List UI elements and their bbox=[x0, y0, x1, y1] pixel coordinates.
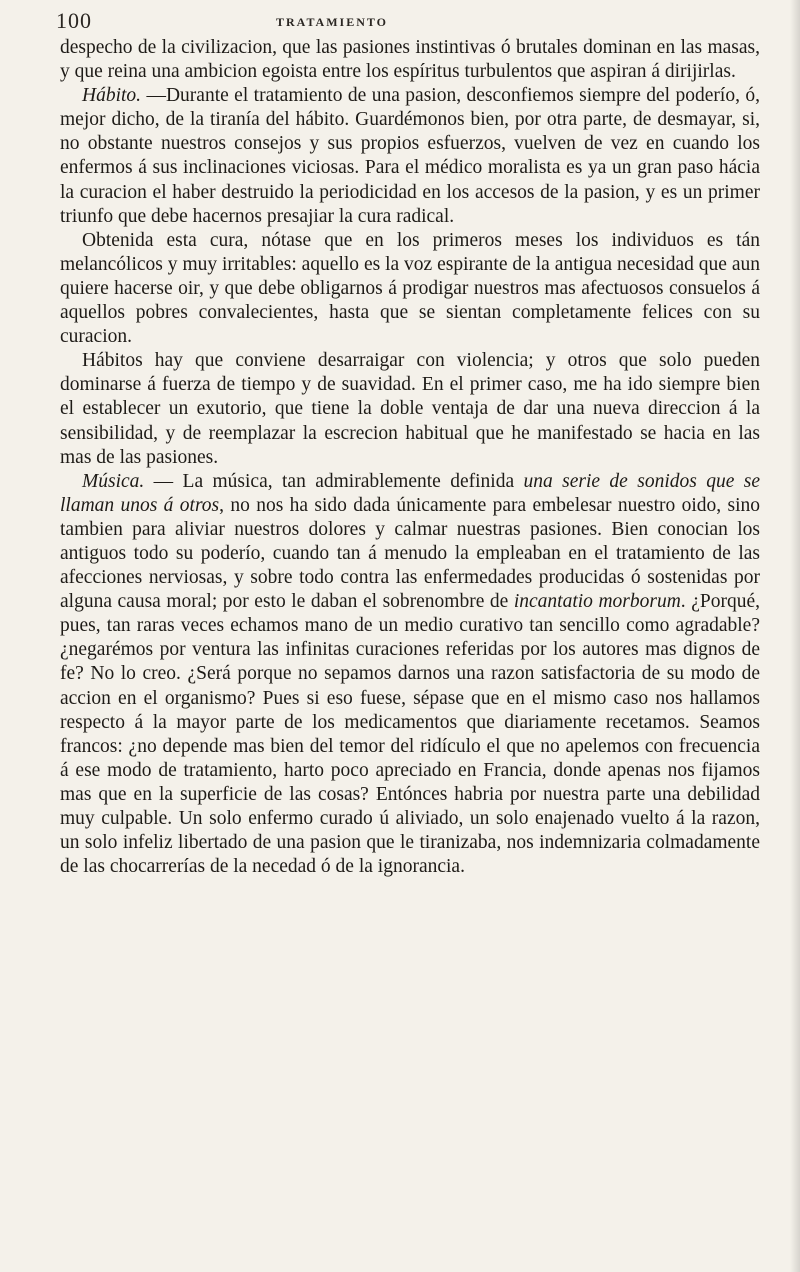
body-text bbox=[60, 36, 760, 879]
latin-term: incantatio morborum bbox=[513, 591, 681, 613]
section-lead-musica: Música. bbox=[82, 470, 145, 492]
paragraph-1-text: despecho de la civilizacion, que las pasiones instintivas ó brutales dominan en las masas, y que reina una ambicion egoista entre los espíritus turbulentos que aspiran á dirijirlas. bbox=[60, 37, 760, 83]
section-lead-habito: Hábito. bbox=[82, 85, 142, 107]
paragraph-4 bbox=[60, 349, 760, 469]
paragraph-1 bbox=[60, 36, 760, 84]
paragraph-habito bbox=[60, 84, 760, 229]
paragraph-musica-text-c: . ¿Porqué, pues, tan raras veces echamos mano de un medio curativo tan sencillo como agradable? ¿negarémos por ventura las infinitas curaciones referidas por los autores mas dignos de fe? No lo creo. ¿Será porque no sepamos darnos una razon satisfactoria de su modo de accion en el organismo? Pues si eso fuese, sépase que en el mismo caso nos hallamos respecto á la mayor parte de los medicamentos que diariamente recetamos. Seamos francos: ¿no depende mas bien del temor del ridículo el que no apelemos con frecuencia á ese modo de tratamiento, harto poco apreciado en Francia, donde apenas nos fijamos mas que en la superficie de las cosas? Entónces habria por nuestra parte una debilidad muy culpable. Un solo enfermo curado ú aliviado, un solo enajenado vuelto á la razon, un solo infeliz libertado de una pasion que le tiranizaba, nos indemnizaria colmadamente de las chocarrerías de la necedad ó de la ignorancia. bbox=[60, 591, 760, 878]
paragraph-3-text: Obtenida esta cura, nótase que en los primeros meses los individuos es tán melancólicos y muy irritables: aquello es la voz espirante de la antigua necesidad que aun quiere hacerse oir, y que debe obligarnos á prodigar nuestros mas afectuosos consuelos á aquellos pobres convalecientes, hasta que se sientan completamente felices con su curacion. bbox=[60, 229, 760, 348]
paragraph-4-text: Hábitos hay que conviene desarraigar con violencia; y otros que solo pueden dominarse á fuerza de tiempo y de suavidad. En el primer caso, me ha ido siempre bien el establecer un exutorio, que tiene la doble ventaja de dar una nueva direccion á la sensibilidad, y de reemplazar la escrecion habitual que he manifestado se hacia en las mas de las pasiones. bbox=[60, 350, 760, 468]
paragraph-habito-text: —Durante el tratamiento de una pasion, desconfiemos siempre del poderío, ó, mejor dicho, de la tiranía del hábito. Guardémonos bien, por otra parte, de desmayar, si, no obstante nuestros consejos y sus propios esfuerzos, vuelven de vez en cuando los enfermos á sus inclinaciones viciosas. Para el médico moralista es ya un gran paso hácia la curacion el haber destruido la periodicidad en los accesos de la pasion, y es un primer triunfo que debe hacernos presajiar la cura radical. bbox=[60, 85, 760, 227]
page-edge-shadow bbox=[790, 0, 800, 1272]
paragraph-musica-text-a: — La música, tan admirablemente definida bbox=[144, 470, 524, 492]
running-head: TRATAMIENTO bbox=[276, 15, 389, 29]
paragraph-3 bbox=[60, 229, 760, 349]
paragraph-musica-text-b: , no nos ha sido dada únicamente para embelesar nuestro oido, sino tambien para aliviar nuestros dolores y calmar nuestras pasiones. Bien conocian los antiguos todo su poderío, cuando tan á menudo la empleaban en el tratamiento de las afecciones nerviosas, y sobre todo contra las enfermedades producidas ó sostenidas por alguna causa moral; por esto le daban el sobrenombre de bbox=[60, 494, 760, 613]
music-definition-quote: una serie de sonidos que se llaman unos á otros bbox=[60, 470, 760, 516]
page-header bbox=[56, 8, 756, 34]
page-number: 100 bbox=[56, 8, 92, 33]
paragraph-musica bbox=[60, 470, 760, 880]
